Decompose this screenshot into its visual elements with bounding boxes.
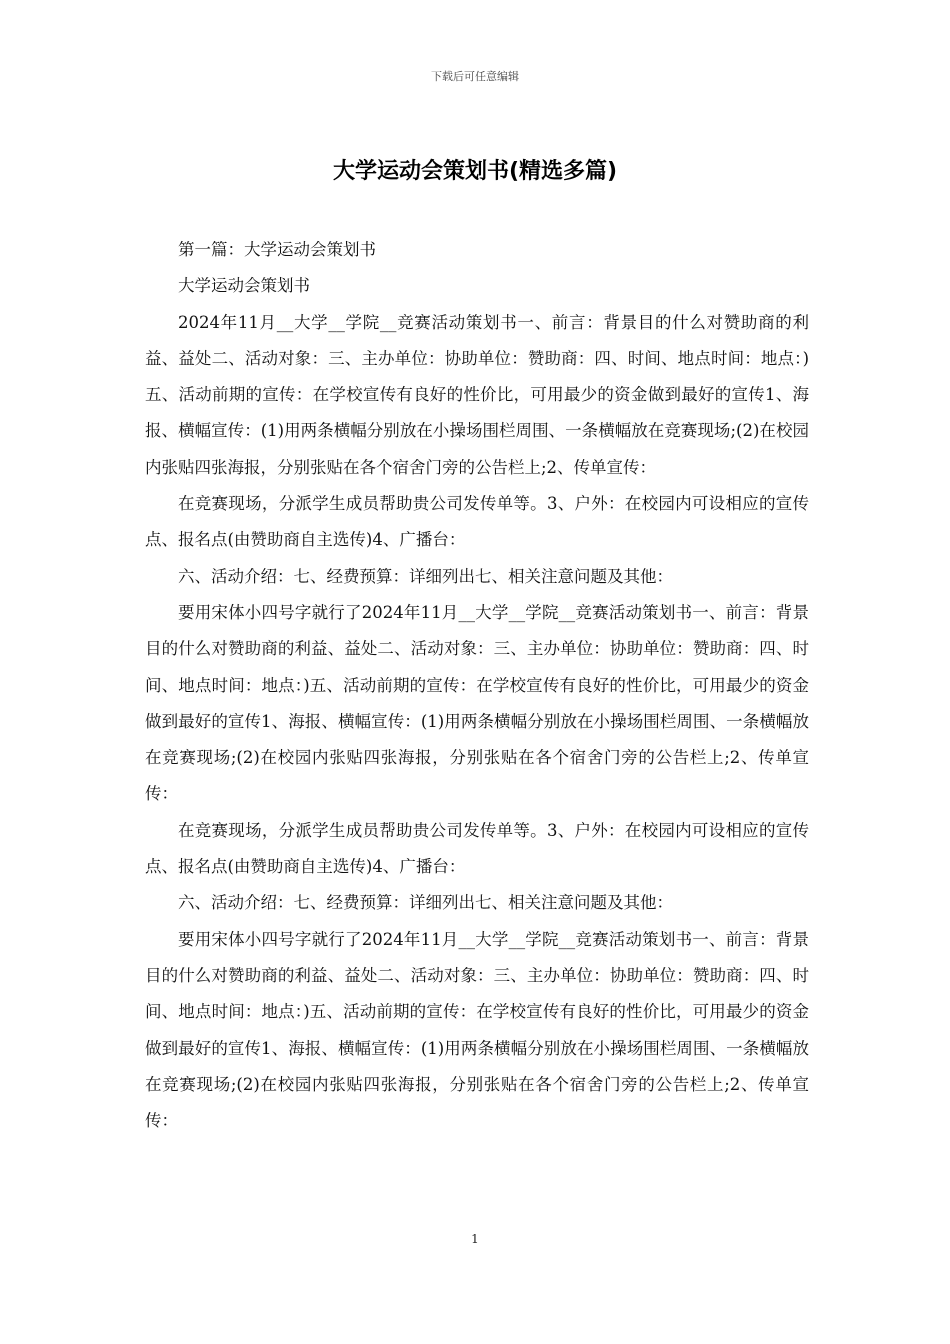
document-title: 大学运动会策划书(精选多篇) (332, 159, 618, 184)
document-body (145, 232, 809, 1139)
paragraph: 要用宋体小四号字就行了2024年11月__大学__学院__竞赛活动策划书一、前言：背景目的什么对赞助商的利益、益处二、活动对象：三、主办单位：协助单位：赞助商：四、时间、地点时间：地点：)五、活动前期的宣传：在学校宣传有良好的性价比，可用最少的资金做到最好的宣传1、海报、横幅宣传：(1)用两条横幅分别放在小操场围栏周围、一条横幅放在竞赛现场;(2)在校园内张贴四张海报，分别张贴在各个宿舍门旁的公告栏上;2、传单宣传： (145, 929, 809, 1131)
paragraph: 在竞赛现场，分派学生成员帮助贵公司发传单等。3、户外：在校园内可设相应的宣传点、报名点(由赞助商自主选传)4、广播台： (145, 820, 809, 877)
page-number: 1 (471, 1232, 479, 1246)
paragraph-subtitle: 大学运动会策划书 (178, 276, 310, 296)
paragraph-section-heading: 第一篇：大学运动会策划书 (178, 240, 376, 259)
header-note: 下载后可任意编辑 (431, 70, 519, 83)
paragraph: 六、活动介绍：七、经费预算：详细列出七、相关注意问题及其他： (178, 566, 673, 586)
paragraph: 在竞赛现场，分派学生成员帮助贵公司发传单等。3、户外：在校园内可设相应的宣传点、报名点(由赞助商自主选传)4、广播台： (145, 494, 809, 550)
paragraph: 2024年11月__大学__学院__竞赛活动策划书一、前言：背景目的什么对赞助商的利益、益处二、活动对象：三、主办单位：协助单位：赞助商：四、时间、地点时间：地点：)五、活动前期的宣传：在学校宣传有良好的性价比，可用最少的资金做到最好的宣传1、海报、横幅宣传：(1)用两条横幅分别放在小操场围栏周围、一条横幅放在竞赛现场;(2)在校园内张贴四张海报，分别张贴在各个宿舍门旁的公告栏上;2、传单宣传： (145, 312, 809, 477)
paragraph: 六、活动介绍：七、经费预算：详细列出七、相关注意问题及其他： (178, 893, 673, 913)
paragraph: 要用宋体小四号字就行了2024年11月__大学__学院__竞赛活动策划书一、前言：背景目的什么对赞助商的利益、益处二、活动对象：三、主办单位：协助单位：赞助商：四、时间、地点时间：地点：)五、活动前期的宣传：在学校宣传有良好的性价比，可用最少的资金做到最好的宣传1、海报、横幅宣传：(1)用两条横幅分别放在小操场围栏周围、一条横幅放在竞赛现场;(2)在校园内张贴四张海报，分别张贴在各个宿舍门旁的公告栏上;2、传单宣传： (145, 602, 809, 804)
